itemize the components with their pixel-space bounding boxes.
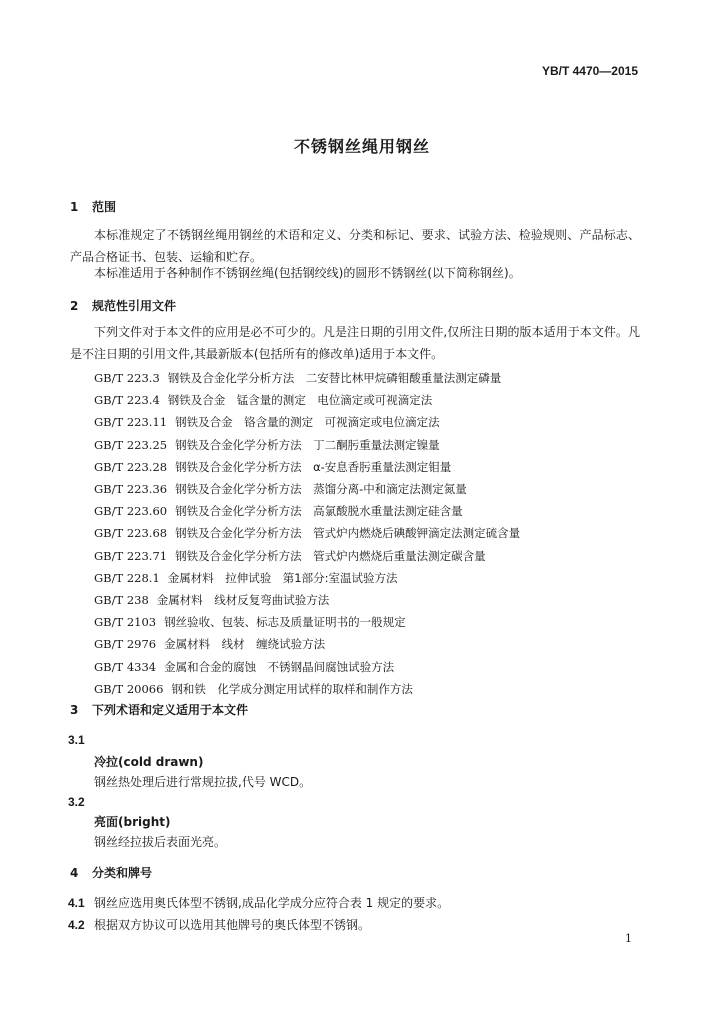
reference-title: 钢铁及合金化学分析方法 二安替比林甲烷磷钼酸重量法测定磷量 bbox=[167, 371, 502, 385]
reference-code: GB/T 223.68 bbox=[94, 526, 168, 541]
reference-title: 钢铁及合金化学分析方法 管式炉内燃烧后重量法测定碳含量 bbox=[175, 548, 486, 563]
reference-title: 金属和合金的腐蚀 不锈钢晶间腐蚀试验方法 bbox=[164, 659, 395, 674]
section-title: 下列术语和定义适用于本文件 bbox=[92, 703, 249, 717]
section-3-heading bbox=[70, 701, 248, 718]
document-title: 不锈钢丝绳用钢丝 bbox=[293, 137, 430, 156]
section-1-paragraph-2: 本标准适用于各种制作不锈钢丝绳(包括钢绞线)的圆形不锈钢丝(以下简称钢丝)。 bbox=[94, 266, 521, 280]
reference-item bbox=[94, 437, 440, 453]
reference-code: GB/T 223.28 bbox=[94, 459, 168, 474]
section-title: 分类和牌号 bbox=[92, 866, 153, 880]
term-name: 冷拉(cold drawn) bbox=[94, 755, 204, 769]
reference-code: GB/T 223.11 bbox=[94, 415, 168, 430]
section-2-paragraph-1: 下列文件对于本文件的应用是必不可少的。凡是注日期的引用文件,仅所注日期的版本适用于本文件。凡是不注日期的引用文件,其最新版本(包括所有的修改单)适用于本文件。 bbox=[70, 325, 640, 361]
reference-code: GB/T 228.1 bbox=[94, 570, 160, 585]
reference-code: GB/T 223.25 bbox=[94, 437, 168, 452]
reference-code: GB/T 223.3 bbox=[94, 371, 160, 385]
reference-code: GB/T 20066 bbox=[94, 681, 164, 696]
reference-item bbox=[94, 659, 394, 675]
reference-code: GB/T 238 bbox=[94, 593, 149, 607]
reference-item bbox=[94, 481, 467, 497]
clause-4-2 bbox=[68, 916, 370, 933]
clause-number: 4.1 bbox=[68, 896, 85, 910]
term-name: 亮面(bright) bbox=[94, 815, 171, 829]
section-2-heading bbox=[70, 297, 176, 314]
reference-title: 钢铁及合金化学分析方法 丁二酮肟重量法测定镍量 bbox=[175, 437, 440, 452]
reference-title: 钢铁及合金 铬含量的测定 可视滴定或电位滴定法 bbox=[175, 415, 440, 430]
reference-item bbox=[94, 614, 406, 630]
section-title: 规范性引用文件 bbox=[92, 299, 177, 313]
reference-title: 金属材料 拉伸试验 第1部分:室温试验方法 bbox=[167, 570, 398, 585]
section-1-paragraph-1: 本标准规定了不锈钢丝绳用钢丝的术语和定义、分类和标记、要求、试验方法、检验规则、产品标志、产品合格证书、包装、运输和贮存。 bbox=[70, 228, 640, 264]
reference-code: GB/T 2103 bbox=[94, 615, 157, 630]
reference-item bbox=[94, 592, 329, 608]
reference-title: 钢丝验收、包装、标志及质量证明书的一般规定 bbox=[164, 615, 406, 630]
section-number: 1 bbox=[70, 200, 79, 214]
reference-code: GB/T 223.4 bbox=[94, 393, 160, 408]
clause-4-1 bbox=[68, 894, 449, 911]
clause-text: 钢丝应选用奥氏体型不锈钢,成品化学成分应符合表 1 规定的要求。 bbox=[94, 896, 450, 910]
reference-title: 钢铁及合金化学分析方法 α-安息香肟重量法测定钼量 bbox=[175, 459, 452, 474]
section-title: 范围 bbox=[92, 200, 117, 214]
reference-item bbox=[94, 525, 520, 541]
section-4-heading bbox=[70, 864, 152, 881]
reference-title: 钢铁及合金化学分析方法 蒸馏分离-中和滴定法测定氮量 bbox=[175, 482, 467, 496]
reference-item bbox=[94, 681, 413, 697]
reference-title: 钢铁及合金化学分析方法 管式炉内燃烧后碘酸钾滴定法测定硫含量 bbox=[175, 526, 521, 541]
term-number: 3.2 bbox=[68, 795, 85, 809]
reference-code: GB/T 2976 bbox=[94, 637, 157, 652]
reference-item bbox=[94, 370, 501, 386]
reference-item bbox=[94, 548, 486, 564]
reference-item bbox=[94, 459, 451, 475]
reference-title: 金属材料 线材反复弯曲试验方法 bbox=[156, 593, 330, 607]
clause-text: 根据双方协议可以选用其他牌号的奥氏体型不锈钢。 bbox=[94, 918, 371, 932]
reference-item bbox=[94, 414, 440, 430]
section-number: 3 bbox=[70, 703, 79, 717]
reference-code: GB/T 4334 bbox=[94, 659, 157, 674]
page-number: 1 bbox=[625, 932, 632, 945]
reference-code: GB/T 223.60 bbox=[94, 504, 168, 519]
term-definition: 钢丝热处理后进行常规拉拔,代号 WCD。 bbox=[94, 775, 312, 789]
reference-title: 钢铁及合金化学分析方法 高氯酸脱水重量法测定硅含量 bbox=[175, 504, 463, 519]
reference-title: 钢铁及合金 锰含量的测定 电位滴定或可视滴定法 bbox=[167, 393, 433, 408]
reference-code: GB/T 223.71 bbox=[94, 548, 168, 563]
section-number: 4 bbox=[70, 866, 79, 880]
reference-title: 钢和铁 化学成分测定用试样的取样和制作方法 bbox=[171, 681, 413, 696]
term-number: 3.1 bbox=[68, 733, 85, 747]
reference-item bbox=[94, 392, 432, 408]
clause-number: 4.2 bbox=[68, 918, 85, 932]
term-definition: 钢丝经拉拔后表面光亮。 bbox=[94, 835, 227, 849]
reference-code: GB/T 223.36 bbox=[94, 482, 168, 496]
reference-title: 金属材料 线材 缠绕试验方法 bbox=[164, 637, 326, 652]
reference-item bbox=[94, 503, 463, 519]
standard-number: YB/T 4470—2015 bbox=[541, 64, 638, 78]
section-1-heading bbox=[70, 198, 116, 215]
reference-item bbox=[94, 570, 397, 586]
section-number: 2 bbox=[70, 299, 79, 313]
reference-item bbox=[94, 636, 325, 652]
